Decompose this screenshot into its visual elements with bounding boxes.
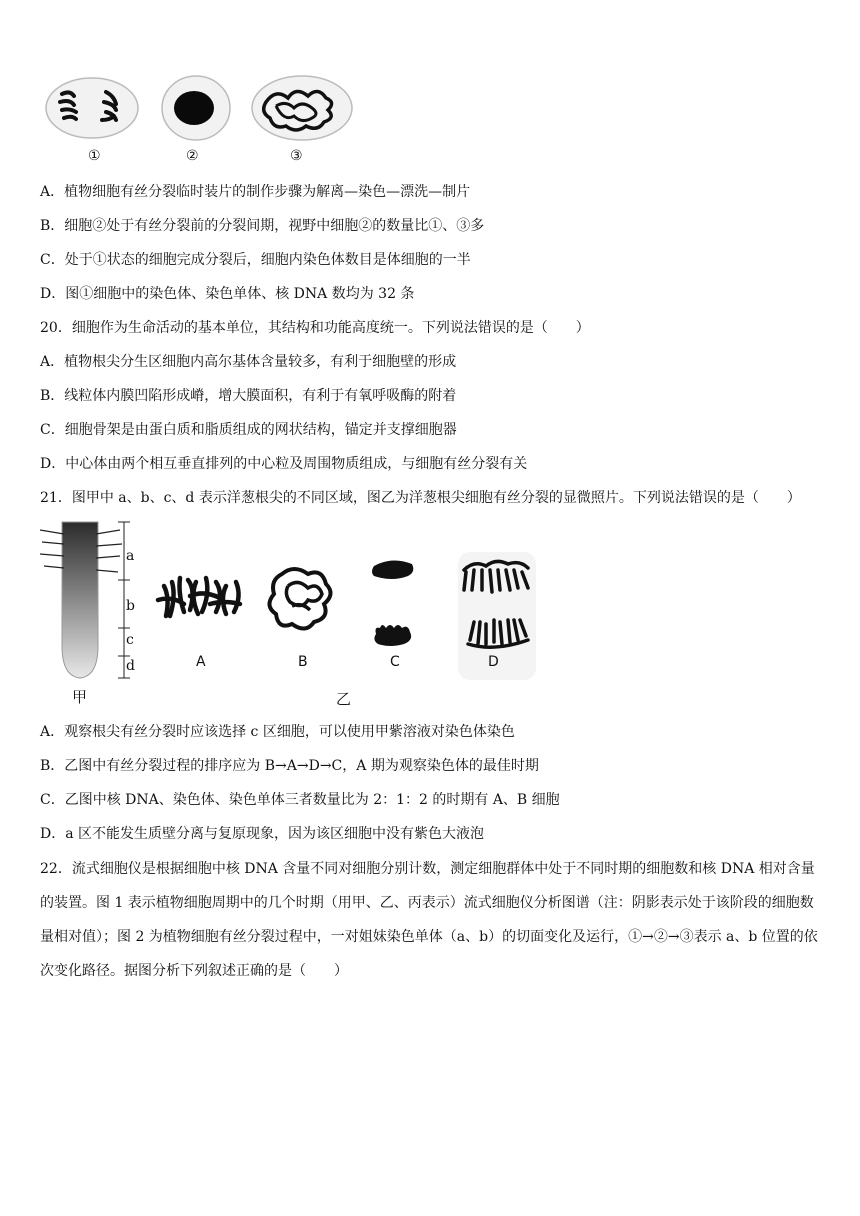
q21-option-b: B．乙图中有丝分裂过程的排序应为 B→A→D→C，A 期为观察染色体的最佳时期 [40, 758, 539, 774]
zone-d-label: d [126, 658, 135, 674]
q19-option-a: A．植物细胞有丝分裂临时装片的制作步骤为解离—染色—漂洗—制片 [40, 184, 471, 200]
cell-c-label: C [390, 654, 400, 670]
zone-b-label: b [126, 598, 135, 614]
top-cell-figure [44, 72, 364, 172]
q21-option-c: C．乙图中核 DNA、染色体、染色单体三者数量比为 2：1：2 的时期有 A、B 细胞 [40, 792, 560, 808]
q21-figure [40, 516, 560, 712]
q19-option-c: C．处于①状态的细胞完成分裂后，细胞内染色体数目是体细胞的一半 [40, 252, 471, 268]
cell-1-image [46, 78, 138, 138]
cell-b-image [269, 569, 330, 629]
q21-stem: 21．图甲中 a、b、c、d 表示洋葱根尖的不同区域，图乙为洋葱根尖细胞有丝分裂的显微照片。下列说法错误的是（ ） [40, 490, 801, 506]
q20-option-b: B．线粒体内膜凹陷形成嵴，增大膜面积，有利于有氧呼吸酶的附着 [40, 388, 457, 404]
cell-2-label: ② [186, 148, 199, 164]
zone-a-label: a [126, 548, 135, 564]
cell-d-label: D [488, 654, 499, 670]
cell-1-label: ① [88, 148, 101, 164]
q20-option-a: A．植物根尖分生区细胞内高尔基体含量较多，有利于细胞壁的形成 [40, 354, 457, 370]
top-cells-svg [44, 72, 364, 142]
q21-option-a: A．观察根尖有丝分裂时应该选择 c 区细胞，可以使用甲紫溶液对染色体染色 [40, 724, 515, 740]
zone-c-label: c [126, 632, 134, 648]
q20-stem: 20．细胞作为生命活动的基本单位，其结构和功能高度统一。下列说法错误的是（ ） [40, 320, 590, 336]
q21-option-d: D．a 区不能发生质壁分离与复原现象，因为该区细胞中没有紫色大液泡 [40, 826, 485, 842]
q21-figure-svg [40, 516, 560, 712]
cell-c-image [372, 560, 413, 646]
q19-option-b: B．细胞②处于有丝分裂前的分裂间期，视野中细胞②的数量比①、③多 [40, 218, 485, 234]
cell-2-image [162, 76, 230, 140]
cell-3-label: ③ [290, 148, 303, 164]
q20-option-c: C．细胞骨架是由蛋白质和脂质组成的网状结构，锚定并支撑细胞器 [40, 422, 457, 438]
q22-stem: 22．流式细胞仪是根据细胞中核 DNA 含量不同对细胞分别计数，测定细胞群体中处于不同时期的细胞数和核 DNA 相对含量的装置。图 1 表示植物细胞周期中的几个时期（用甲、乙、丙表示）流式细胞仪分析图谱（注：阴影表示处于该阶段的细胞数量相对值）；图 2 为植物细胞有丝分裂过程中，一对姐妹染色单体（a、b）的切面变化及运行，①→②→③表示 a、b 位置的依次变化路径。据图分析下列叙述正确的是（ ） [40, 861, 818, 979]
cell-a-label: A [196, 654, 206, 670]
cell-a-image [158, 578, 240, 616]
fig-jia-label: 甲 [72, 688, 88, 706]
cell-b-label: B [298, 654, 308, 670]
fig-yi-label: 乙 [336, 690, 352, 708]
cell-3-image [252, 76, 352, 140]
q19-option-d: D．图①细胞中的染色体、染色单体、核 DNA 数均为 32 条 [40, 286, 415, 302]
q20-option-d: D．中心体由两个相互垂直排列的中心粒及周围物质组成，与细胞有丝分裂有关 [40, 456, 528, 472]
root-tip-image [40, 522, 130, 678]
